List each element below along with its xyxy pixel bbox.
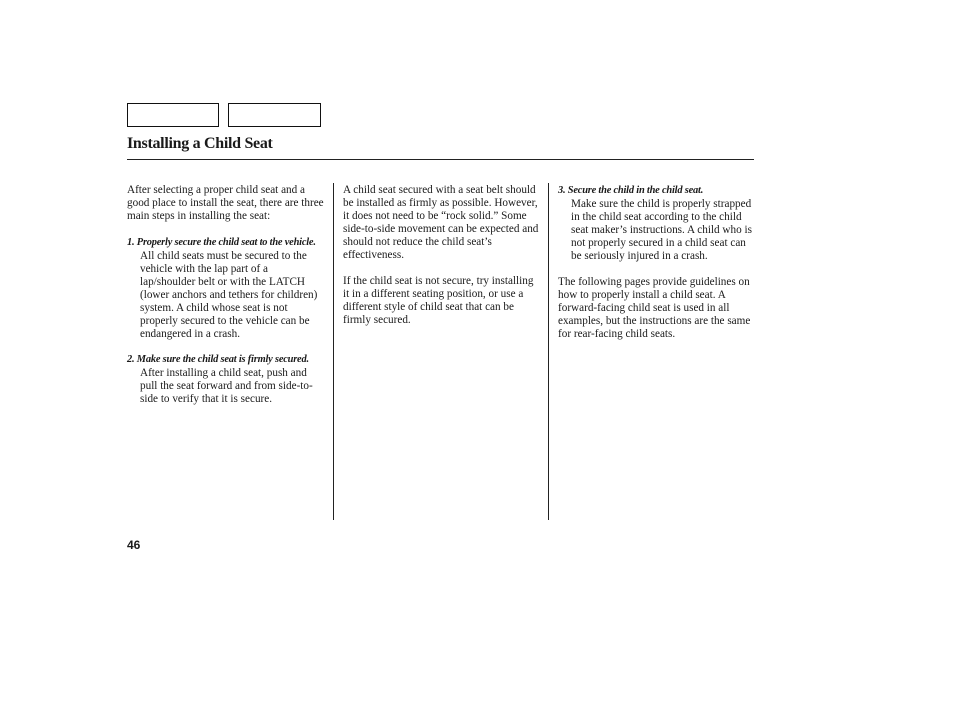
step-3-body: Make sure the child is properly strapped in the child seat according to the child seat maker’s instructions. A child who is not properly secured in a child seat can be seriously injured in a crash.: [571, 197, 752, 262]
nav-tab-box-2[interactable]: [228, 103, 321, 127]
not-secure-paragraph: If the child seat is not secure, try installing it in a different seating position, or use a different style of child seat that can be firmly secured.: [343, 274, 534, 326]
text-column-1: [127, 184, 326, 406]
step-1: [127, 236, 326, 341]
step-3: [558, 184, 758, 263]
nav-tab-box-1[interactable]: [127, 103, 219, 127]
page-number: 46: [127, 538, 141, 552]
following-pages-paragraph: The following pages provide guidelines on how to properly install a child seat. A forward-facing child seat is used in all examples, but the instructions are the same for rear-facing child seats.: [558, 275, 751, 340]
belt-paragraph: A child seat secured with a seat belt should be installed as firmly as possible. However, it does not need to be “rock solid.” Some side-to-side movement can be expected and should not reduce the child seat’s effectiveness.: [343, 184, 539, 261]
step-2-heading: 2. Make sure the child seat is firmly secured.: [127, 354, 309, 366]
column-divider-2: [548, 183, 549, 520]
step-2-body: After installing a child seat, push and pull the seat forward and from side-to-side to verify that it is secure.: [140, 367, 313, 406]
intro-paragraph: After selecting a proper child seat and a good place to install the seat, there are three main steps in installing the seat:: [127, 184, 324, 222]
step-2: [127, 353, 326, 406]
column-divider-1: [333, 183, 334, 520]
text-column-3: [558, 184, 758, 340]
title-divider: [127, 159, 754, 160]
page-title: Installing a Child Seat: [127, 135, 273, 152]
step-3-heading: 3. Secure the child in the child seat.: [558, 185, 704, 196]
text-column-2: [343, 184, 541, 327]
step-1-heading: 1. Properly secure the child seat to the vehicle.: [127, 236, 316, 248]
step-1-body: All child seats must be secured to the vehicle with the lap part of a lap/shoulder belt or with the LATCH (lower anchors and tethers for children) system. A child whose seat is not properly secured to the vehicle can be endangered in a crash.: [140, 249, 318, 340]
